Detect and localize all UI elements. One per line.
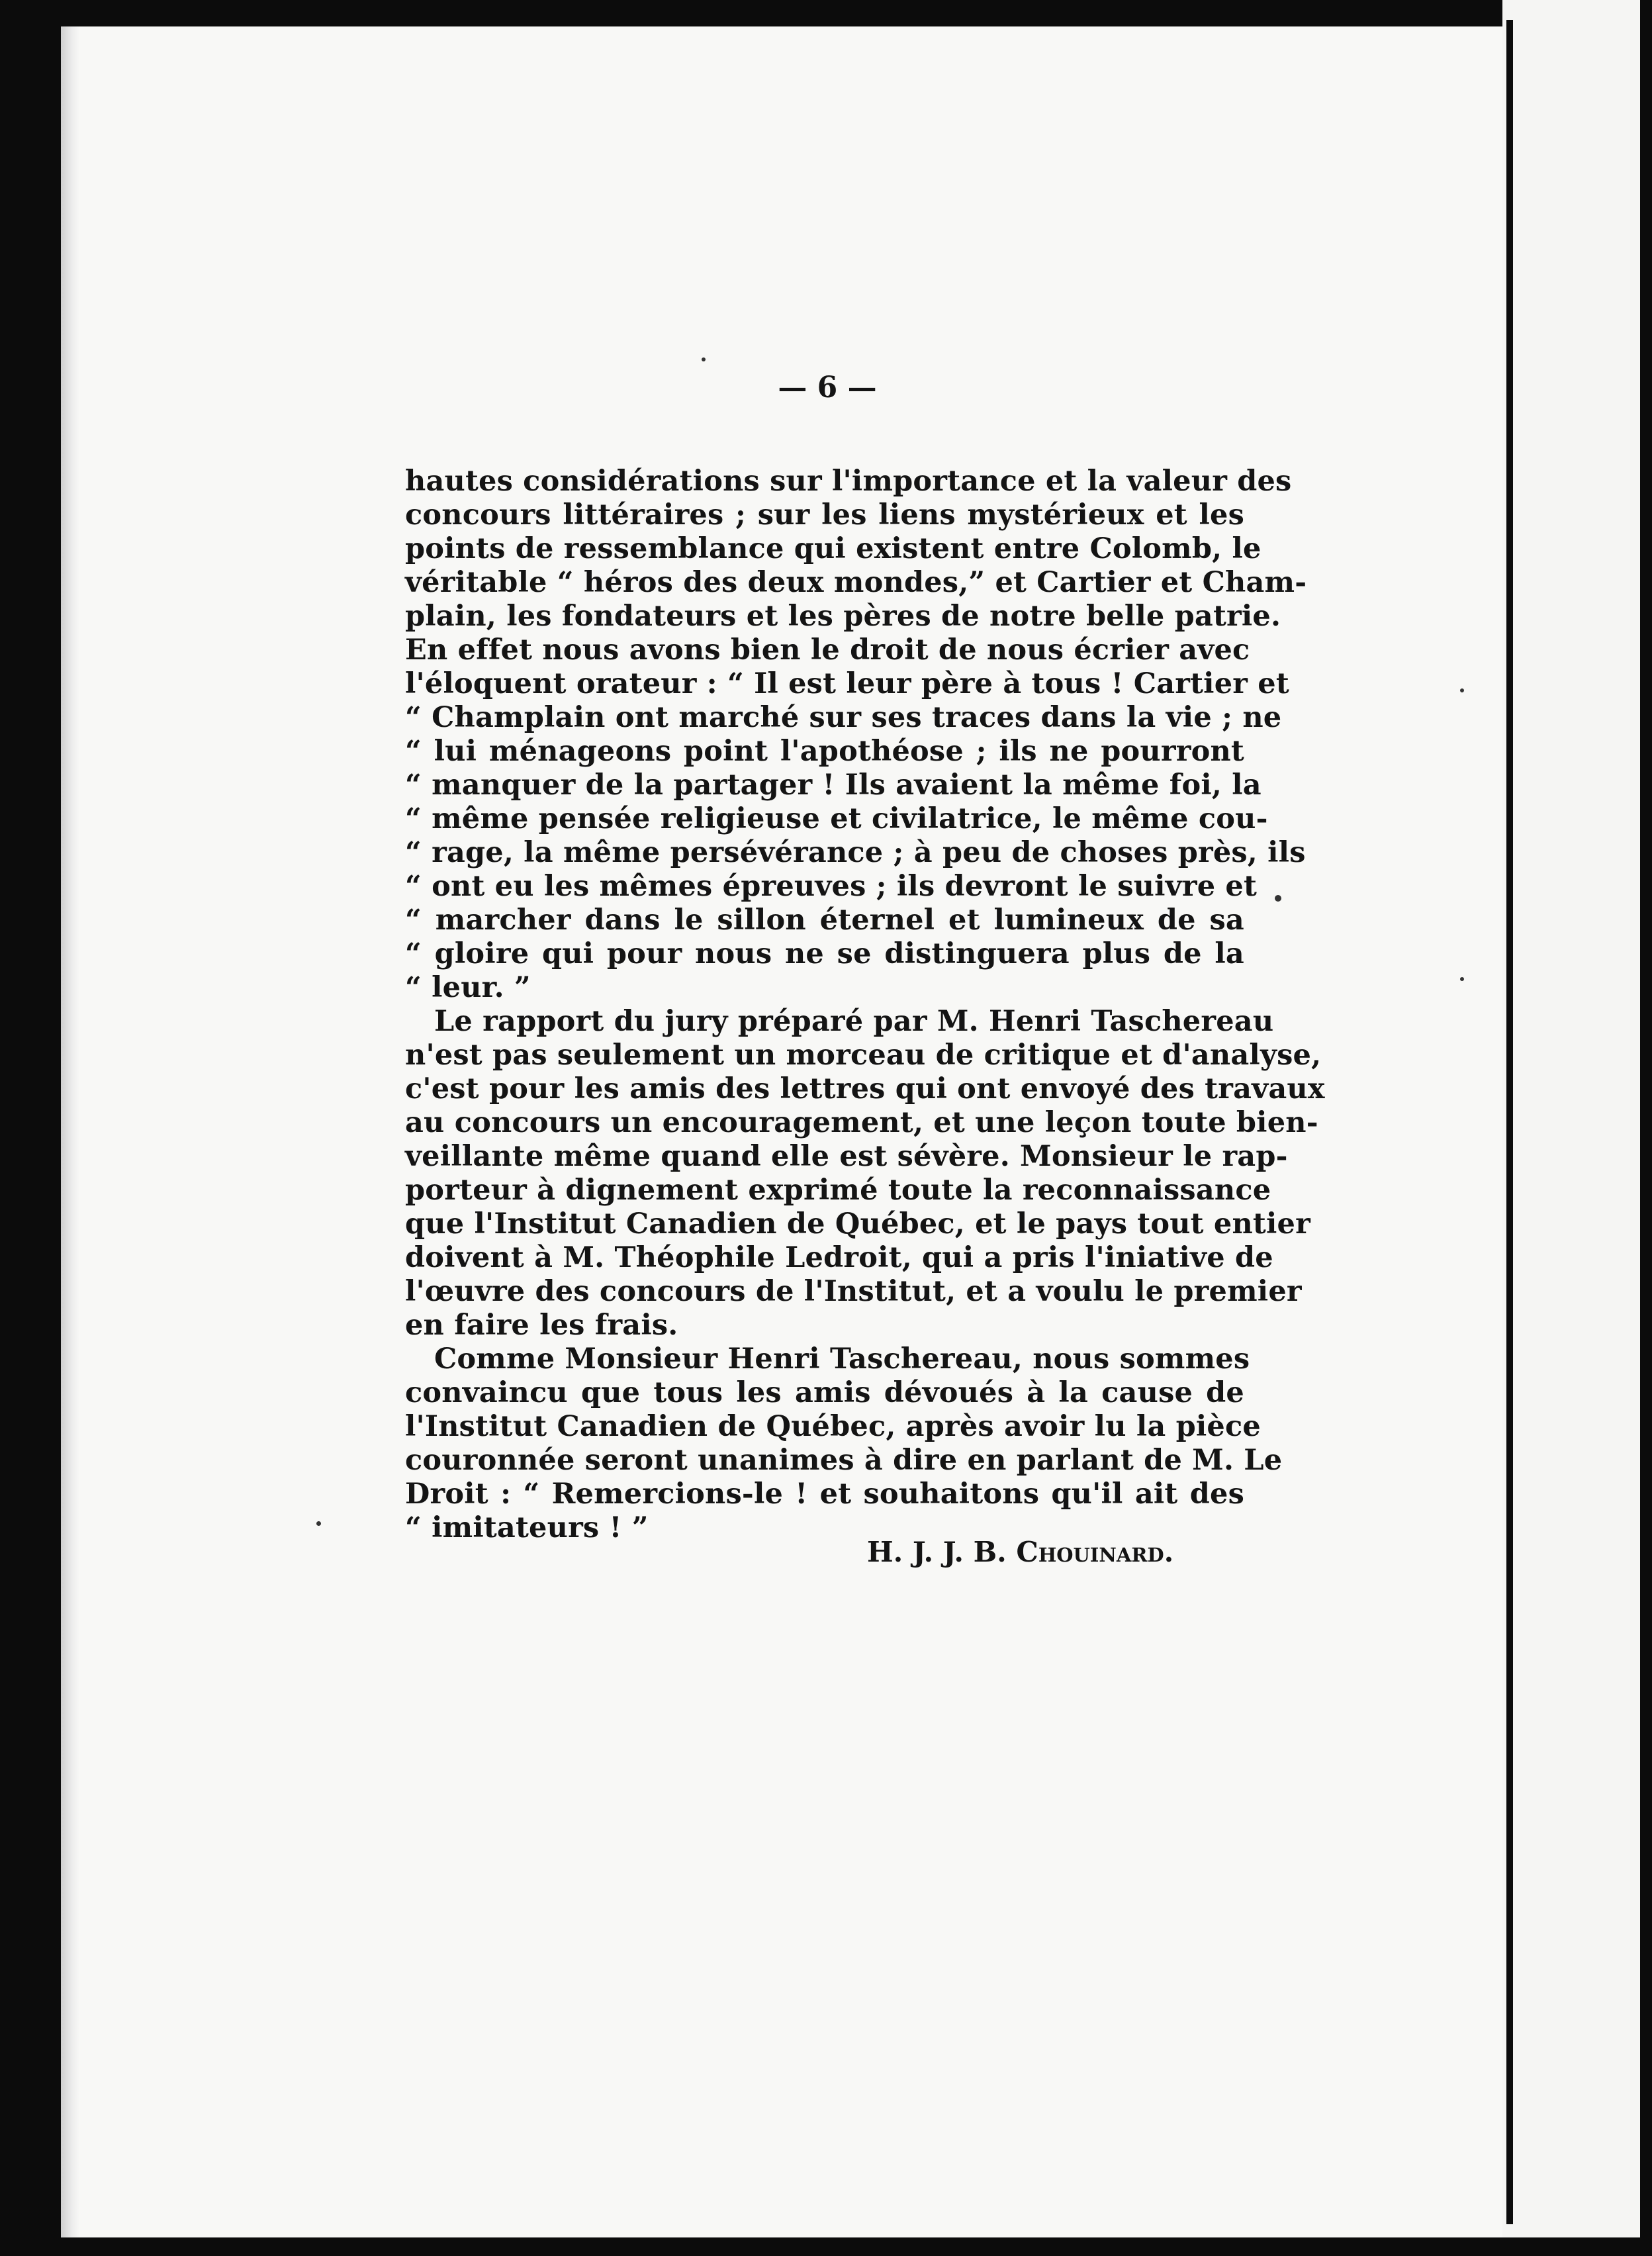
text-line: “ marcher dans le sillon éternel et lumineux de sa bbox=[405, 904, 1244, 937]
page-left-edge bbox=[61, 26, 79, 2237]
scan-right-border bbox=[1640, 0, 1652, 2256]
text-line: “ même pensée religieuse et civilatrice, le même cou- bbox=[405, 802, 1268, 835]
text-line: “ leur. ” bbox=[405, 971, 531, 1004]
text-line: “ ont eu les mêmes épreuves ; ils devront le suivre et bbox=[405, 870, 1258, 903]
text-line: au concours un encouragement, et une leçon toute bien- bbox=[405, 1106, 1318, 1139]
text-line: “ gloire qui pour nous ne se distinguera plus de la bbox=[405, 937, 1244, 970]
text-line: Droit : “ Remercions-le ! et souhaitons qu'il ait des bbox=[405, 1478, 1244, 1511]
scan-bottom-border bbox=[0, 2237, 1652, 2256]
page-number: — 6 — bbox=[778, 371, 877, 404]
text-line: “ Champlain ont marché sur ses traces dans la vie ; ne bbox=[405, 701, 1282, 734]
text-line: que l'Institut Canadien de Québec, et le pays tout entier bbox=[405, 1207, 1310, 1241]
text-line: doivent à M. Théophile Ledroit, qui a pris l'iniative de bbox=[405, 1241, 1273, 1274]
text-line: porteur à dignement exprimé toute la reconnaissance bbox=[405, 1174, 1271, 1207]
text-line: l'Institut Canadien de Québec, après avoir lu la pièce bbox=[405, 1410, 1261, 1443]
text-line: couronnée seront unanimes à dire en parlant de M. Le bbox=[405, 1444, 1283, 1477]
book-spine-margin bbox=[1502, 0, 1652, 2256]
text-line: concours littéraires ; sur les liens mystérieux et les bbox=[405, 498, 1244, 532]
text-line: veillante même quand elle est sévère. Monsieur le rap- bbox=[405, 1140, 1288, 1173]
text-line: véritable “ héros des deux mondes,” et Cartier et Cham- bbox=[405, 566, 1307, 599]
signature-initials: H. J. J. B. bbox=[867, 1536, 1007, 1568]
scan-speck bbox=[1275, 895, 1281, 902]
text-line: En effet nous avons bien le droit de nous écrier avec bbox=[405, 634, 1250, 667]
text-line: Comme Monsieur Henri Taschereau, nous sommes bbox=[434, 1342, 1250, 1376]
scan-speck bbox=[1460, 688, 1464, 692]
author-signature bbox=[867, 1536, 1173, 1568]
signature-surname: Chouinard. bbox=[1016, 1536, 1174, 1568]
text-line: l'œuvre des concours de l'Institut, et a voulu le premier bbox=[405, 1275, 1302, 1308]
text-line: c'est pour les amis des lettres qui ont envoyé des travaux bbox=[405, 1072, 1325, 1105]
text-line: Le rapport du jury préparé par M. Henri Taschereau bbox=[434, 1005, 1274, 1038]
text-line: hautes considérations sur l'importance et la valeur des bbox=[405, 465, 1292, 498]
text-line: l'éloquent orateur : “ Il est leur père à tous ! Cartier et bbox=[405, 667, 1289, 700]
text-line: plain, les fondateurs et les pères de notre belle patrie. bbox=[405, 600, 1281, 633]
text-line: n'est pas seulement un morceau de critique et d'analyse, bbox=[405, 1039, 1322, 1072]
text-line: “ imitateurs ! ” bbox=[405, 1511, 649, 1544]
spine-rule bbox=[1506, 20, 1513, 2224]
scan-speck bbox=[1460, 977, 1464, 981]
text-line: “ manquer de la partager ! Ils avaient la même foi, la bbox=[405, 769, 1262, 802]
scan-speck bbox=[316, 1521, 321, 1526]
body-text bbox=[405, 371, 1325, 1545]
text-line: en faire les frais. bbox=[405, 1309, 678, 1342]
text-line: convaincu que tous les amis dévoués à la cause de bbox=[405, 1376, 1244, 1409]
scan-speck bbox=[702, 357, 706, 361]
text-line: “ rage, la même persévérance ; à peu de choses près, ils bbox=[405, 836, 1306, 869]
text-line: “ lui ménageons point l'apothéose ; ils ne pourront bbox=[405, 735, 1244, 768]
scan-top-border bbox=[0, 0, 1652, 26]
text-line: points de ressemblance qui existent entre Colomb, le bbox=[405, 532, 1262, 565]
